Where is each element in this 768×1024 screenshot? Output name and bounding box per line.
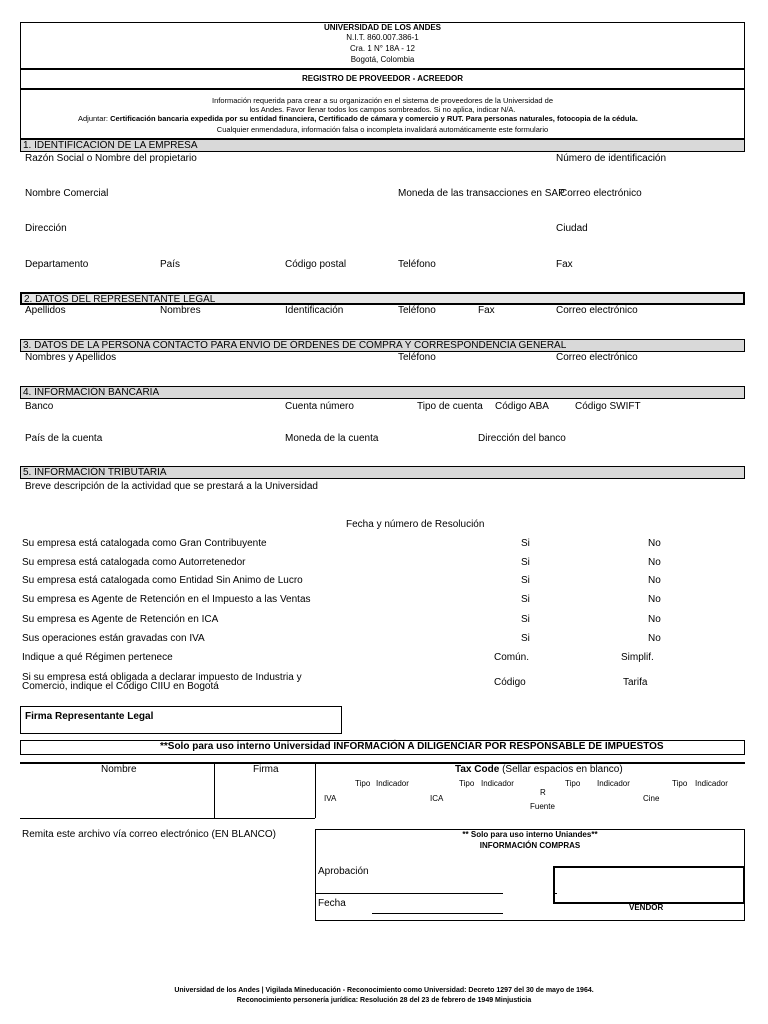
aprobacion-line[interactable]: [316, 893, 503, 894]
tax-question: Su empresa es Agente de Retención en el Impuesto a las Ventas: [22, 594, 311, 605]
iva-label: IVA: [324, 794, 337, 803]
intro-line2: los Andes. Favor llenar todos los campos sombreados. Si no aplica, indicar N/A.: [249, 105, 516, 114]
tax-code-title: [455, 764, 623, 775]
section4-title: 4. INFORMACIÓN BANCARIA: [20, 386, 745, 399]
pais-cuenta-label: País de la cuenta: [25, 433, 103, 444]
no-option[interactable]: No: [648, 557, 661, 568]
ica-label: ICA: [430, 794, 444, 803]
no-option[interactable]: No: [648, 594, 661, 605]
tipo-cuenta-label: Tipo de cuenta: [417, 401, 483, 412]
indicador-4: Indicador: [695, 779, 728, 788]
no-option[interactable]: No: [648, 575, 661, 586]
si-option[interactable]: Si: [521, 575, 530, 586]
cuenta-numero-label: Cuenta número: [285, 401, 354, 412]
departamento-label: Departamento: [25, 259, 89, 270]
correo-label: Correo electrónico: [560, 188, 642, 199]
vendor-box[interactable]: [553, 866, 745, 904]
tax-question: Su empresa es Agente de Retención en ICA: [22, 614, 219, 625]
codigo-postal-label: Código postal: [285, 259, 347, 270]
fax-label: Fax: [556, 259, 573, 270]
footer-line2: Reconocimiento personería jurídica: Resolución 28 del 23 de febrero de 1949 Minjusticia: [236, 997, 532, 1004]
intro-attach: [78, 114, 638, 123]
tipo-3: Tipo: [565, 779, 581, 788]
attach-prefix: Adjuntar:: [78, 114, 109, 123]
tax-question: Sus operaciones están gravadas con IVA: [22, 633, 205, 644]
contacto-nombre-label: Nombres y Apellidos: [25, 352, 117, 363]
breve-descripcion-label: Breve descripción de la actividad que se prestará a la Universidad: [25, 481, 318, 492]
university-name: UNIVERSIDAD DE LOS ANDES: [323, 23, 442, 32]
compras-title2: INFORMACIÓN COMPRAS: [479, 841, 581, 850]
simplif-option: Simplif.: [621, 652, 654, 663]
table-bottom-line: [20, 818, 315, 819]
direccion-banco-label: Dirección del banco: [478, 433, 566, 444]
table-divider-2: [315, 762, 316, 818]
city: Bogotá, Colombia: [350, 55, 415, 64]
indicador-2: Indicador: [481, 779, 514, 788]
tipo-2: Tipo: [459, 779, 475, 788]
pais-label: País: [160, 259, 181, 270]
tax-code-bold: Tax Code: [455, 764, 500, 775]
si-option[interactable]: Si: [521, 633, 530, 644]
tarifa-label: Tarifa: [623, 677, 648, 688]
nit: N.I.T. 860.007.386-1: [346, 33, 419, 42]
vendor-tick: [553, 893, 557, 894]
remita-label: Remita este archivo vía correo electrónico (EN BLANCO): [22, 829, 276, 840]
si-option[interactable]: Si: [521, 538, 530, 549]
aprobacion-label: Aprobación: [318, 866, 369, 877]
intro-line1: Información requerida para crear a su organización en el sistema de proveedores de la Universidad de: [211, 96, 554, 105]
indicador-3: Indicador: [597, 779, 630, 788]
si-option[interactable]: Si: [521, 614, 530, 625]
section3-title: 3. DATOS DE LA PERSONA CONTACTO PARA ENVÍO DE ÓRDENES DE COMPRA Y CORRESPONDENCIA GENERAL: [20, 339, 745, 352]
tax-question: Su empresa está catalogada como Gran Contribuyente: [22, 538, 267, 549]
attach-docs: Certificación bancaria expedida por su entidad financiera, Certificado de cámara y comercio y RUT. Para personas naturales, fotocopia de la cédula.: [110, 114, 638, 123]
tax-code-rest: (Sellar espacios en blanco): [502, 764, 623, 775]
ciiu-line1: Si su empresa está obligada a declarar impuesto de Industria y: [22, 672, 302, 683]
interno-banner: **Solo para uso interno Universidad INFORMACIÓN A DILIGENCIAR POR RESPONSABLE DE IMPUESTOS: [160, 741, 664, 752]
no-option[interactable]: No: [648, 633, 661, 644]
tipo-1: Tipo: [355, 779, 371, 788]
codigo-swift-label: Código SWIFT: [575, 401, 641, 412]
address: Cra. 1 N° 18A - 12: [349, 44, 415, 53]
moneda-cuenta-label: Moneda de la cuenta: [285, 433, 379, 444]
apellidos-label: Apellidos: [25, 305, 66, 316]
form-title: REGISTRO DE PROVEEDOR - ACREEDOR: [301, 74, 464, 83]
footer-line1: Universidad de los Andes | Vigilada Mineducación - Reconocimiento como Universidad: Decreto 1297 del 30 de mayo de 1964.: [174, 987, 594, 994]
contacto-correo-label: Correo electrónico: [556, 352, 638, 363]
tax-question: Su empresa está catalogada como Autorretenedor: [22, 557, 246, 568]
section2-title: 2. DATOS DEL REPRESENTANTE LEGAL: [20, 292, 745, 305]
indicador-1: Indicador: [376, 779, 409, 788]
rep-correo-label: Correo electrónico: [556, 305, 638, 316]
nombres-label: Nombres: [160, 305, 201, 316]
no-option[interactable]: No: [648, 538, 661, 549]
si-option[interactable]: Si: [521, 557, 530, 568]
table-divider-1: [214, 762, 215, 818]
fecha-resolucion-label: Fecha y número de Resolución: [346, 519, 485, 530]
rep-telefono-label: Teléfono: [398, 305, 436, 316]
tax-question: Su empresa está catalogada como Entidad Sin Animo de Lucro: [22, 575, 303, 586]
fuente-label: Fuente: [530, 802, 555, 811]
razon-social-label: Razón Social o Nombre del propietario: [25, 153, 197, 164]
ciiu-line2: Comercio, indique el Código CIIU en Bogotá: [22, 681, 219, 692]
ciudad-label: Ciudad: [556, 223, 588, 234]
firma-col: Firma: [253, 764, 279, 775]
regimen-label: Indique a qué Régimen pertenece: [22, 652, 173, 663]
si-option[interactable]: Si: [521, 594, 530, 605]
compras-title1: ** Solo para uso interno Uniandes**: [462, 830, 598, 839]
direccion-label: Dirección: [25, 223, 67, 234]
contacto-telefono-label: Teléfono: [398, 352, 436, 363]
codigo-aba-label: Código ABA: [495, 401, 549, 412]
r-label: R: [540, 788, 546, 797]
banco-label: Banco: [25, 401, 54, 412]
intro-line4: Cualquier enmendadura, información falsa o incompleta invalidará automáticamente este formulario: [216, 125, 549, 134]
codigo-label: Código: [494, 677, 526, 688]
vendor-label: VENDOR: [629, 903, 664, 912]
telefono-label: Teléfono: [398, 259, 436, 270]
no-option[interactable]: No: [648, 614, 661, 625]
tipo-4: Tipo: [672, 779, 688, 788]
nombre-comercial-label: Nombre Comercial: [25, 188, 109, 199]
cine-label: Cine: [643, 794, 660, 803]
numero-id-label: Número de identificación: [556, 153, 667, 164]
comun-option: Común.: [494, 652, 530, 663]
fecha-line[interactable]: [372, 913, 503, 914]
section1-title: 1. IDENTIFICACIÓN DE LA EMPRESA: [20, 139, 745, 152]
nombre-col: Nombre: [101, 764, 137, 775]
rep-fax-label: Fax: [478, 305, 495, 316]
fecha-label: Fecha: [318, 898, 346, 909]
identificacion-label: Identificación: [285, 305, 344, 316]
moneda-sap-label: Moneda de las transacciones en SAP: [398, 188, 565, 199]
firma-label: Firma Representante Legal: [25, 711, 154, 722]
section5-title: 5. INFORMACIÓN TRIBUTARIA: [20, 466, 745, 479]
